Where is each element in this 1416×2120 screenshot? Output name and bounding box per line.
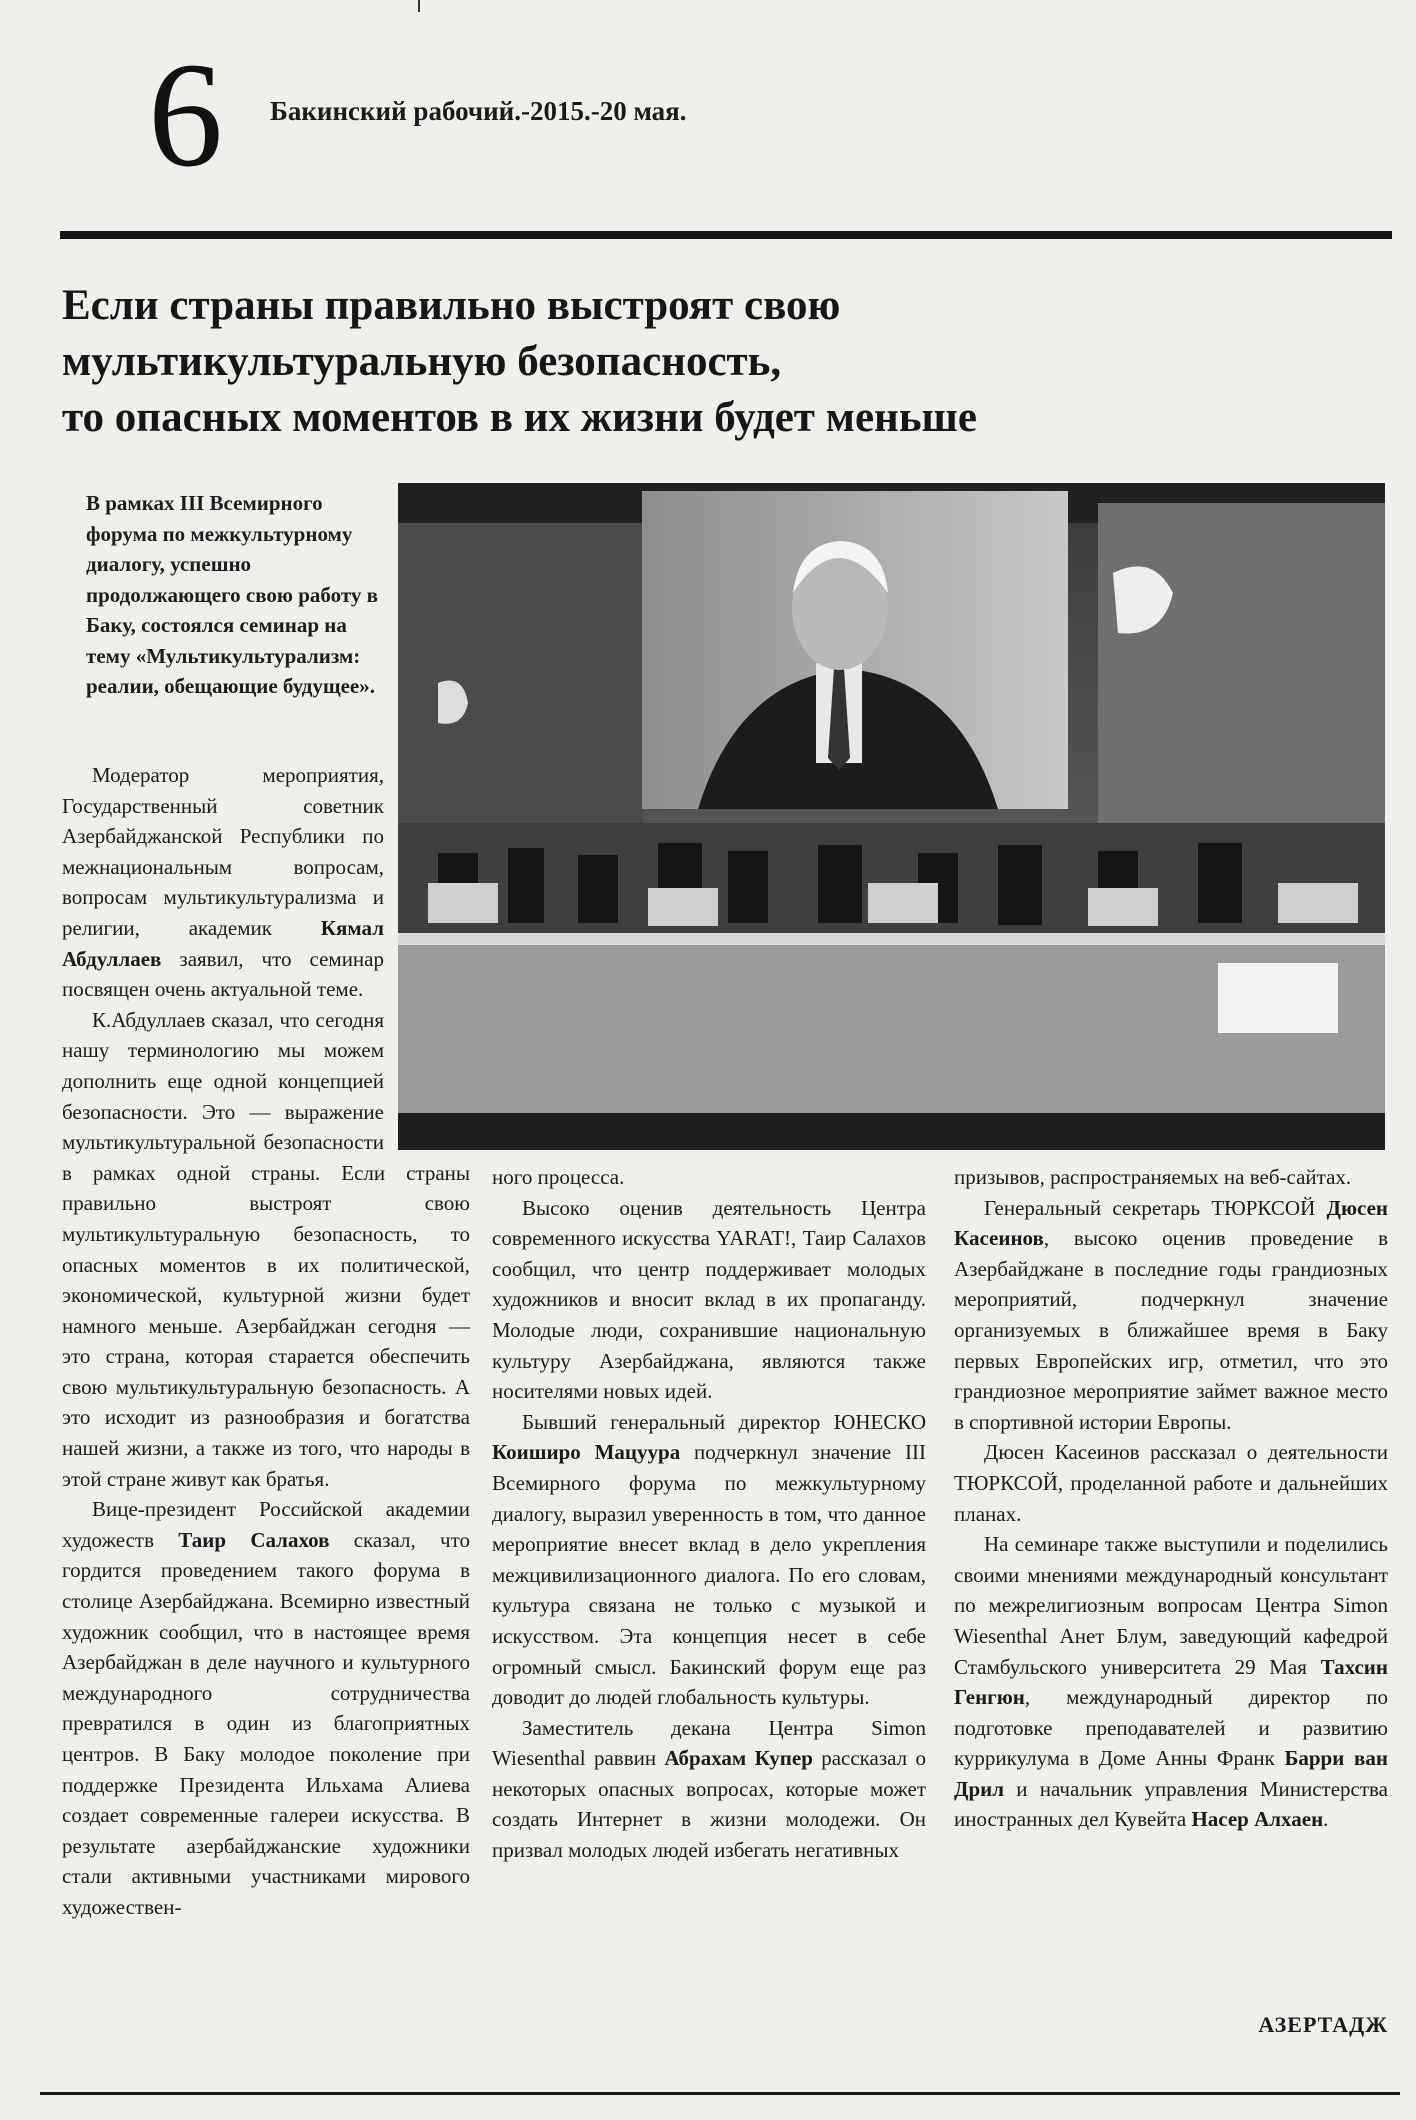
paragraph-text: рассказал о некоторых опасных вопросах, которые может создать Интернет в жизни молодежи. Он призвал молодых людей избегать негативных <box>492 1746 926 1863</box>
paragraph-text: заявил, что семинар посвящен очень актуальной теме. <box>62 946 384 1002</box>
paragraph-text: Бывший генеральный директор ЮНЕСКО <box>522 1409 926 1434</box>
article-lead: В рамках III Всемирного форума по межкультурному диалогу, успешно продолжающего свою работу в Баку, состоялся семинар на тему «Мультикультурализм: реалии, обещающие будущее». <box>86 491 378 698</box>
page-number: 6 <box>148 32 223 198</box>
paragraph-text: , международный директор по подготовке преподавателей и развитию куррикулума в Доме Анны Франк <box>954 1685 1388 1771</box>
paragraph-text: подчеркнул значение III Всемирного форума по межкультурному диалогу, выразил уверенность в том, что данное мероприятие внесет вклад в дело укрепления межцивилизационного диалога. По его словам, культура связана не только с музыкой и искусством. Эта концепция несет в себе огромный смысл. Бакинский форум еще раз доводит до людей глобальность культуры. <box>492 1440 926 1710</box>
article-paragraph <box>954 1437 1388 1529</box>
paragraph-text: К.Абдуллаев сказал, что сегодня нашу терминологию мы можем дополнить еще одной концепцией безопасности. Это — выражение мультикультуральной безопасности в рамках одной страны. Если страны правильно выстроят свою мультикультуральную безопасность, то опасных моментов в их политической, экономической, культурной жизни будет намного меньше. Азербайджан сегодня — это страна, которая старается обеспечить свою мультикультуральную безопасность. А это исходит из разнообразия и богатства нашей жизни, а также из того, что народы в этой стране живут как братья. <box>62 1007 470 1491</box>
article-column-left <box>62 760 470 1923</box>
paragraph-text: На семинаре также выступили и поделились своими мнениями международный консультант по межрелигиозным вопросам Центра Simon Wiesenthal Анет Блум, заведующий кафедрой Стамбульского университета 29 Мая <box>954 1532 1388 1679</box>
agency-signature: АЗЕРТАДЖ <box>1258 2012 1388 2037</box>
person-name: Насер Алхаен <box>1191 1807 1324 1832</box>
person-name: Абрахам Купер <box>664 1746 813 1771</box>
article-headline <box>62 278 1362 446</box>
paragraph-text: Модератор мероприятия, Государственный советник Азербайджанской Республики по межнациональным вопросам, вопросам мультикультурализма и религии, академик <box>62 763 384 940</box>
paragraph-text: Вице-президент Российской академии художеств <box>62 1497 470 1552</box>
article-paragraph <box>492 1713 926 1866</box>
article-column-right <box>954 1162 1388 1835</box>
header-rule <box>60 231 1392 239</box>
headline-line: мультикультуральную безопасность, <box>62 338 782 385</box>
footer-rule <box>40 2092 1400 2095</box>
article-paragraph <box>954 1162 1388 1193</box>
paragraph-text: , высоко оценив проведение в Азербайджане в последние годы грандиозных мероприятий, подчеркнул значение организуемых в ближайшее время в Баку первых Европейских игр, отметил, что это грандиозное мероприятие займет важное место в спортивной истории Европы. <box>954 1226 1388 1434</box>
person-name: Коиширо Мацуура <box>492 1440 681 1465</box>
paragraph-text: сказал, что гордится проведением такого форума в столице Азербайджана. Всемирно известный художник сообщил, что в настоящее время Азербайджан в деле научного и культурного международного сотрудничества превратился в один из благоприятных центров. В Баку молодое поколение при поддержке Президента Ильхама Алиева создает современные галереи искусства. В результате азербайджанские художники стали активными участниками мирового художествен- <box>62 1527 470 1919</box>
article-paragraph <box>62 1494 470 1922</box>
paragraph-text: Заместитель декана Центра Simon Wiesenthal раввин <box>492 1715 926 1771</box>
paragraph-text: ного процесса. <box>492 1165 625 1189</box>
conference-photo <box>398 483 1385 1150</box>
article-column-middle <box>492 1162 926 1866</box>
paragraph-text: . <box>1323 1807 1329 1832</box>
article-paragraph <box>954 1529 1388 1835</box>
article-paragraph <box>492 1162 926 1193</box>
headline-line: то опасных моментов в их жизни будет меньше <box>62 394 977 441</box>
paragraph-text: Высоко оценив деятельность Центра современного искусства YARAT!, Таир Салахов сообщил, что центр поддерживает молодых художников и вносит вклад в их пропаганду. Молодые люди, сохранившие национальную культуру Азербайджана, являются также носителями новых идей. <box>492 1195 926 1404</box>
article-paragraph <box>492 1407 926 1713</box>
person-name: Барри ван Дрил <box>954 1746 1388 1801</box>
person-name: Кямал Абдуллаев <box>62 915 384 971</box>
headline-line: Если страны правильно выстроят свою <box>62 282 841 329</box>
page-edge-mark <box>418 0 420 12</box>
paragraph-text: Дюсен Касеинов рассказал о деятельности ТЮРКСОЙ, проделанной работе и дальнейших планах. <box>954 1440 1388 1526</box>
article-paragraph <box>492 1193 926 1407</box>
paragraph-text: Генеральный секретарь ТЮРКСОЙ <box>984 1195 1327 1220</box>
publication-dateline: Бакинский рабочий.-2015.-20 мая. <box>270 96 687 126</box>
person-name: Дюсен Касеинов <box>954 1195 1388 1251</box>
paragraph-text: и начальник управления Министерства иностранных дел Кувейта <box>954 1776 1388 1832</box>
person-name: Тахсин Генгюн <box>954 1654 1388 1710</box>
photo-wrap-spacer <box>384 760 470 1152</box>
paragraph-text: призывов, распространяемых на веб-сайтах. <box>954 1165 1352 1189</box>
person-name: Таир Салахов <box>178 1527 330 1552</box>
article-paragraph <box>954 1193 1388 1438</box>
